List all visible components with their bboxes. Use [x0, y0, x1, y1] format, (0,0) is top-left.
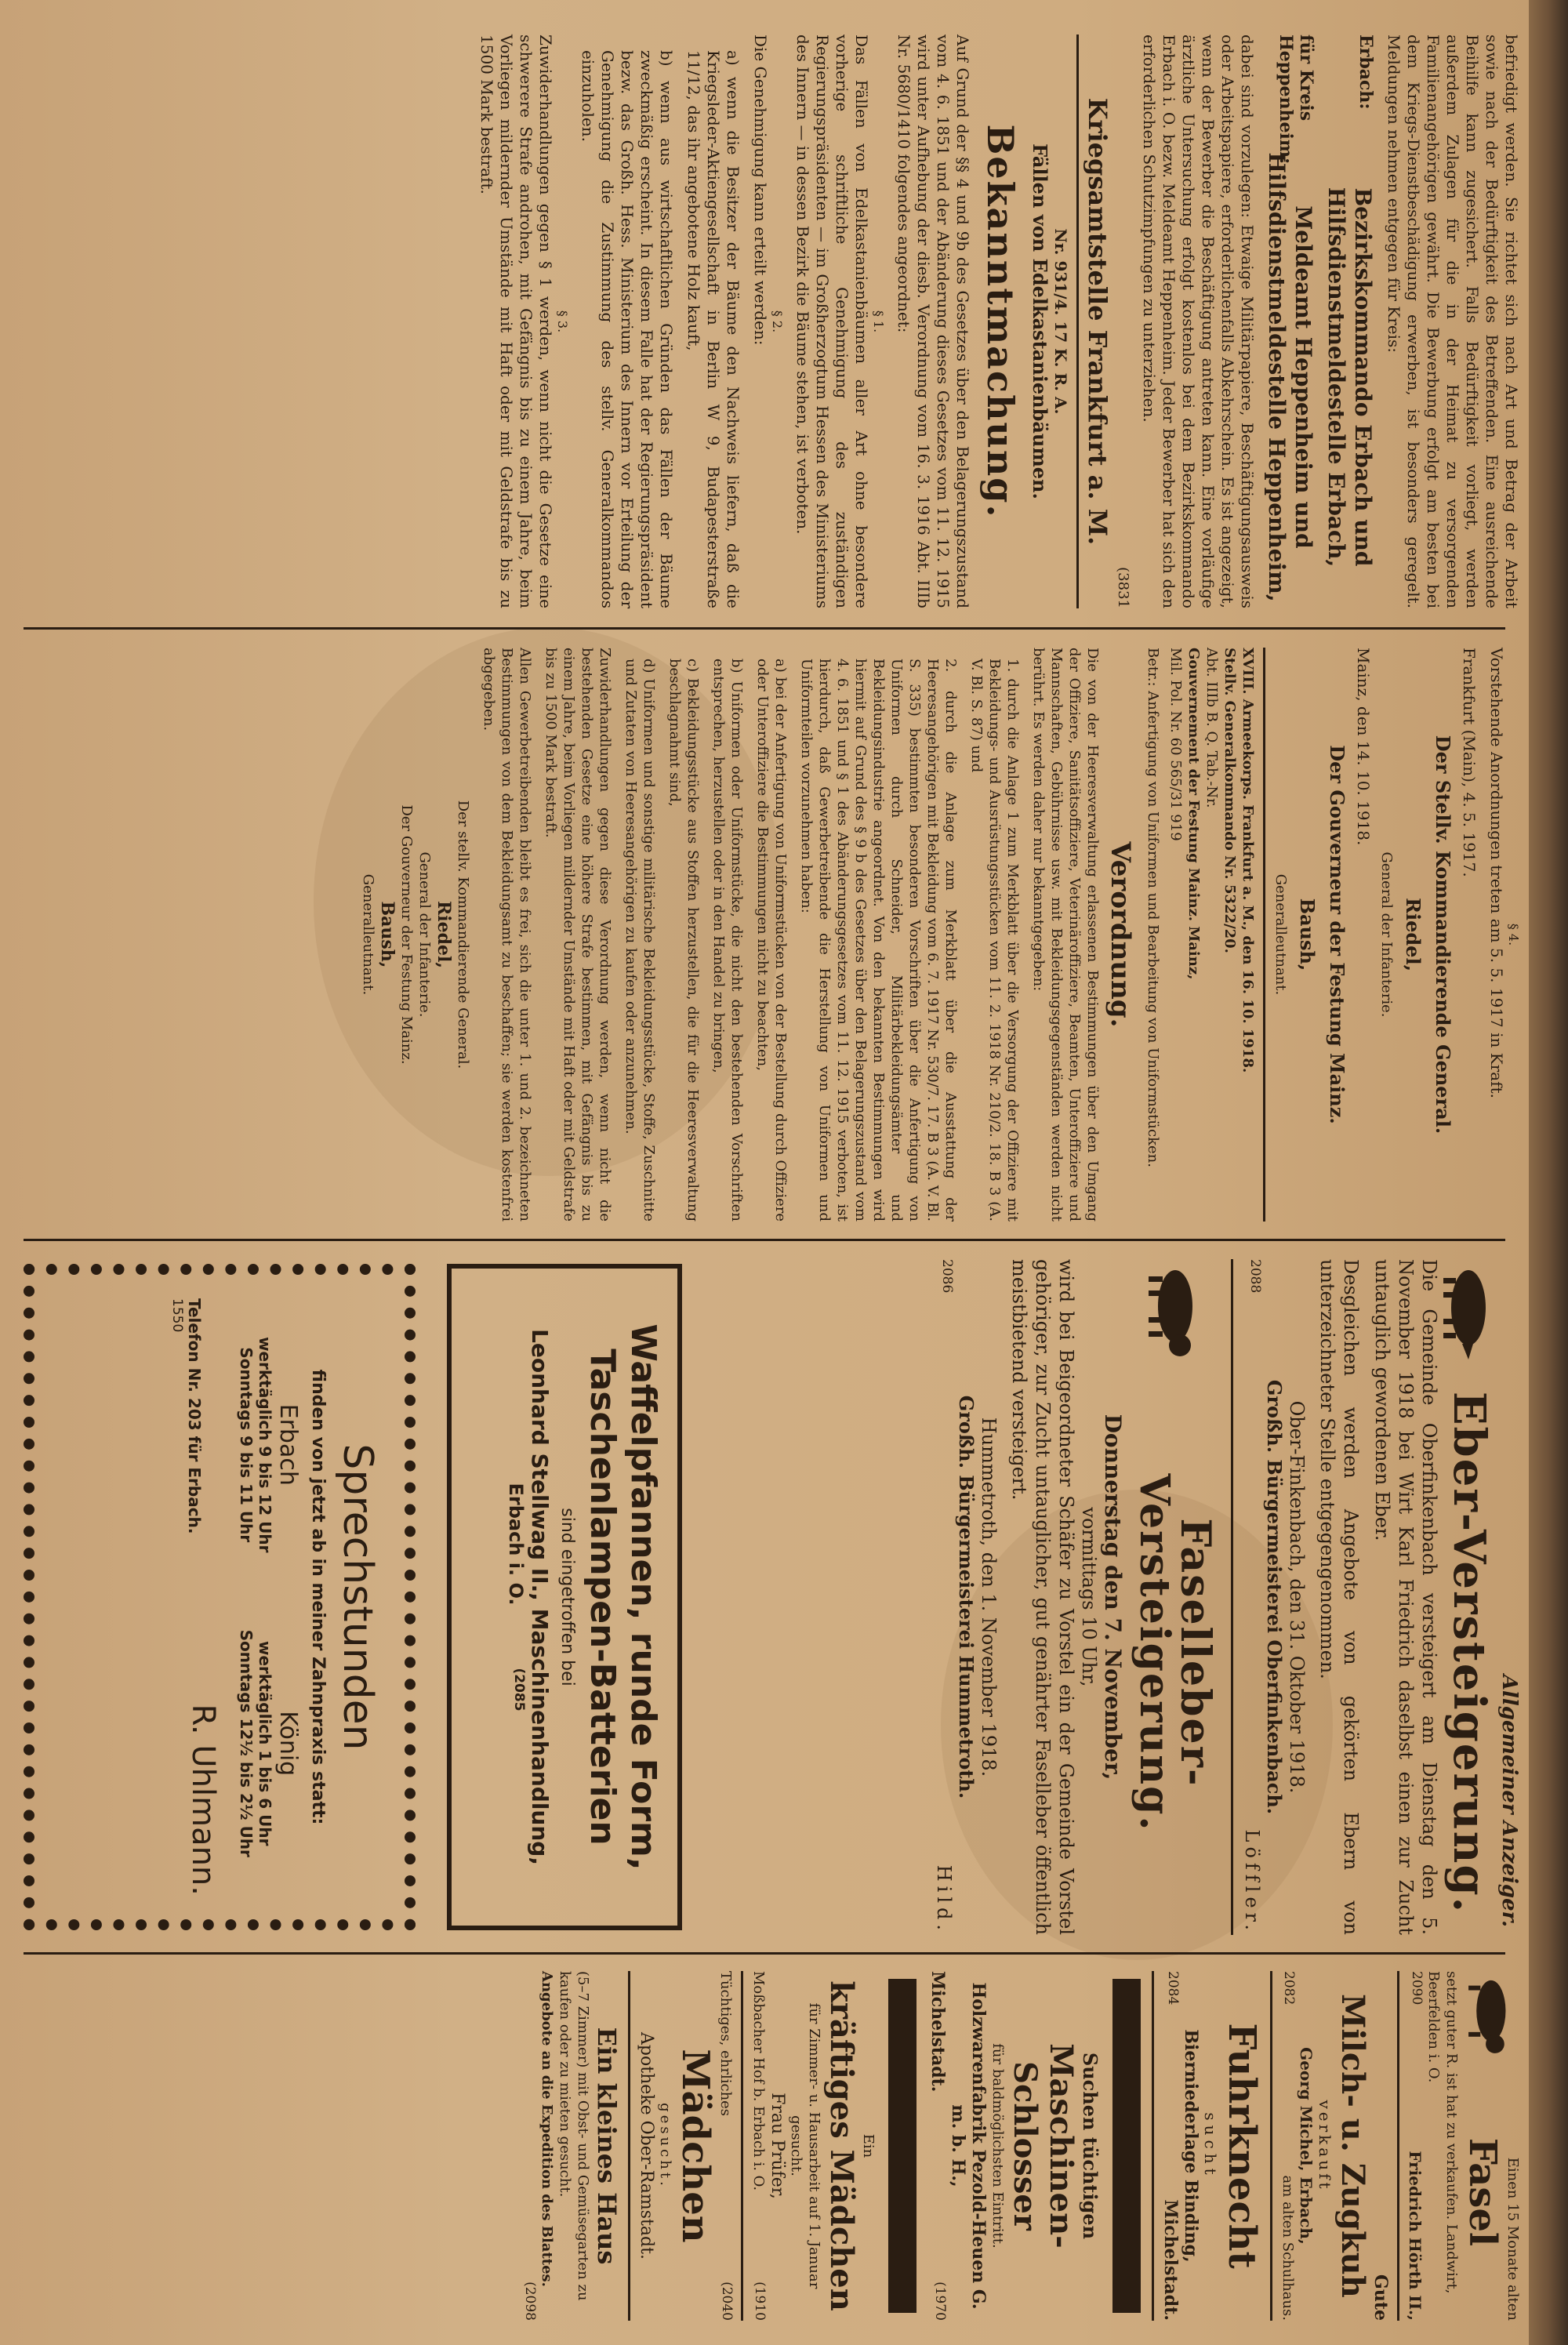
- separator: [1231, 1259, 1233, 1935]
- column-left: [0, 24, 1529, 619]
- ordinance-item: a) bei der Anfertigung von Uniformstücken von der Bestellung durch Offiziere oder Unteroffiziere die Bestimmungen nicht zu beachten,: [754, 659, 789, 1222]
- ad-title: Mädchen: [673, 2049, 717, 2243]
- ad-name: Löffler.: [1241, 1829, 1263, 1935]
- section-header: Allgemeiner Anzeiger.: [1497, 1674, 1521, 1927]
- ad-text: sind eingetroffen bei: [557, 1508, 577, 1686]
- separator: [1076, 34, 1079, 608]
- ad-footer: [750, 1971, 768, 2321]
- ad-title: Taschenlampen-Batterien: [583, 1349, 622, 1846]
- intro-text: befriedigt werden. Sie richtet sich nach Art und Betrag der Arbeit sowie nach der Bedürftigkeit des Betreffenden. Eine ausreichende Beihilfe kann zugesichert. Falls Bedürftigkeit vorliegt, werden außerdem Zulagen für die in der Heimat zu versorgenden Familienangehörigen gewährt. Die Bewerbung erfolgt am besten bei dem Kriegs-Dienstbeschädigung erwerben, ist besonders geregelt. Meldungen nehmen entgegen für Kreis:: [1385, 34, 1521, 608]
- separator: [1152, 1971, 1154, 2321]
- ad-number: 2084: [1165, 1971, 1181, 2006]
- ad-footer: [1406, 1971, 1425, 2321]
- ad-number: 2088: [1247, 1259, 1263, 1294]
- reference-line: Abt. IIIb B. Q. Tab.-Nr.: [1203, 648, 1220, 808]
- section-1-text: Das Fällen von Edelkastanienbäumen aller Art ohne besondere vorherige schriftliche Genehmigung des zuständigen Regierungspräsidenten — im Großherzogtum Hessen des Ministeriums des Innern — in dessen Bezirk die Bäume stehen, ist verboten.: [793, 34, 871, 608]
- ad-text: gesucht.: [657, 2103, 673, 2189]
- ad-fasel: [1461, 1971, 1521, 2321]
- section-3-text: Zuwiderhandlungen gegen § 1 werden, wenn nicht die Gesetze eine schwerere Strafe androhen, mit Gefängnis bis zu einem Jahre, beim Vorliegen mildernder Umstände mit Haft oder mit Geldstrafe bis zu 1500 Mark bestraft.: [477, 34, 555, 608]
- heppenheim-label: für Kreis Heppenheim:: [1276, 34, 1316, 165]
- decorative-bar: [1112, 1979, 1141, 2313]
- ad-title: kräftiges Mädchen: [823, 1980, 860, 2311]
- ad-signature: Großh. Bürgermeisterei Oberfinkenbach.: [1263, 1379, 1286, 1815]
- section-1: § 1.: [871, 310, 886, 333]
- signature-name: Riedel,: [434, 900, 454, 969]
- book-spine: [1529, 0, 1568, 2345]
- ad-number: 2090: [1409, 1971, 1425, 2006]
- ad-number: (1970: [932, 2281, 948, 2321]
- signature-name: Baush,: [377, 901, 397, 968]
- ad-place: Michelstadt.: [927, 1971, 948, 2093]
- ad-name: Georg Michel, Erbach,: [1297, 2047, 1316, 2245]
- signature-role: Der Gouverneur der Festung Mainz.: [1326, 745, 1348, 1124]
- notice-title: Bekanntmachung.: [979, 124, 1022, 519]
- signature-name: Riedel,: [1402, 898, 1425, 971]
- erbach-office: Bezirkskommando Erbach und Hilfsdienstmeldestelle Erbach,: [1323, 187, 1376, 568]
- ad-title: Ein kleines Haus: [592, 2027, 622, 2265]
- ad-title: Waffelpfannen, runde Form,: [623, 1323, 663, 1871]
- requirements-text: dabei sind vorzulegen: Etwaige Militärpapiere, Beschäftigungsausweis oder Arbeitspapiere, erforderlichenfalls Abkehrschein. Es ist angezeigt, wenn der Bewerber die Beschäftigung antreten kann. Eine vorläufige ärztliche Untersuchung erfolgt kostenlos bei dem Bezirkskommando Erbach i. O. bezw. Meldeamt Heppenheim. Jeder Bewerber hat sich den erforderlichen Schutzimpfungen zu unterziehen.: [1140, 34, 1257, 608]
- bull-icon: [1464, 1971, 1519, 2057]
- place-date: Frankfurt (Main), 4. 5. 1917.: [1460, 648, 1479, 877]
- notice-subtitle: Fällen von Edelkastanienbäumen.: [1029, 143, 1051, 499]
- ordinance-title: Verordnung.: [1105, 841, 1136, 1028]
- signature-rank: Generalleutnant.: [1272, 873, 1289, 996]
- hours-table: [237, 1298, 302, 1896]
- ad-text: (5–7 Zimmer) mit Obst- und Gemüsegarten zu kaufen oder zu mieten gesucht.: [557, 1971, 591, 2301]
- ordinance-item: 1. durch die Anlage 1 zum Merkblatt über die Versorgung der Offiziere mit Bekleidungs- und Ausrüstungsstücken vom 11. 2. 1918 Nr. 210/2. 18. B 3 (A. V. Bl. S. 87) und: [968, 659, 1021, 1222]
- location: Erbach: [274, 1403, 302, 1486]
- ad-footer: [927, 1971, 948, 2321]
- hours: Sonntags 9 bis 11 Uhr: [237, 1347, 256, 1543]
- reference-line: XVIII. Armeekorps. Frankfurt a. M., den 16. 10. 1918.: [1240, 648, 1256, 1073]
- section-2-item-a: a) wenn die Besitzer der Bäume den Nachweis liefern, daß die Kriegsleder-Aktiengesellschaft in Berlin W 9, Budapesterstraße 11/12, das ihr angebotene Holz kauft,: [684, 50, 742, 608]
- bull-icon: [1147, 1259, 1202, 1361]
- ad-text: Die Gemeinde Oberfinkenbach versteigert am Dienstag den 5. November 1918 bei Wirt Karl Friedrich daselbst einen zur Zucht untauglich gewordenen Eber.: [1371, 1259, 1440, 1935]
- ad-text: sucht: [1201, 2112, 1220, 2180]
- ordinance-intro: Die von der Heeresverwaltung erlassenen Bestimmungen über den Umgang der Offiziere, Sanitätsoffiziere, Veterinäroffiziere, Beamten, Unteroffiziere und Mannschaften, Gebührnisse usw. mit Bekleidungsgegenständen werden nicht berührt. Es werden daher nur bekanntgegeben:: [1030, 648, 1101, 1222]
- ad-title: Faselleber-Versteigerung.: [1131, 1473, 1219, 1832]
- ad-text: setzt guter R. ist hat zu verkaufen. Landwirt, Beerfelden i. O.: [1425, 1971, 1460, 2294]
- ad-name: Leonhard Stellwag II., Maschinenhandlung,: [527, 1329, 553, 1865]
- ad-number: (2098: [522, 2281, 538, 2321]
- ad-pre: Einen 15 Monate alten: [1504, 2157, 1521, 2321]
- ad-number: (2085: [511, 1668, 527, 1712]
- reference-line: Mil. Pol. Nr. 60 565/31 919: [1167, 648, 1184, 841]
- section-4: § 4.: [1506, 923, 1521, 946]
- separator: [741, 1971, 743, 2321]
- ad-number: 2082: [1281, 1971, 1297, 2006]
- section-2-text: Die Genehmigung kann erteilt werden:: [751, 34, 770, 346]
- signature-rank: General der Infanterie.: [1378, 851, 1395, 1018]
- ad-number: (3831: [1115, 567, 1131, 608]
- column-rule: [24, 1952, 1505, 1955]
- ad-footer: [505, 1287, 527, 1907]
- ad-title: Eber-Versteigerung.: [1443, 1391, 1495, 1915]
- ad-sprechstunden: [24, 1264, 416, 1930]
- ad-text: für Zimmer- u. Hausarbeit auf 1. Januar gesucht.: [788, 2002, 822, 2289]
- ad-pre: Suchen tüchtigen: [1079, 2052, 1102, 2240]
- ad-header: [717, 1971, 735, 2321]
- ad-text: finden von jetzt ab in meiner Zahnpraxis statt:: [308, 1369, 328, 1825]
- ad-waffelpfannen: [447, 1264, 682, 1930]
- separator: [1397, 1971, 1399, 2321]
- ad-pre: Gute: [1370, 2274, 1391, 2321]
- ad-name: Apotheke Ober-Ramstadt.: [637, 2032, 656, 2260]
- ad-number: 1550: [169, 1298, 185, 1333]
- meldestelle-heppenheim: [1263, 34, 1316, 608]
- erbach-label: Erbach:: [1356, 34, 1376, 110]
- ad-place: Michelstadt.: [1160, 2199, 1181, 2321]
- ad-place: Erbach i. O.: [505, 1483, 527, 1606]
- signature-role: Der stellv. Kommandierende General.: [455, 800, 471, 1069]
- reference-line: Gouvernement der Festung Mainz. Mainz,: [1185, 648, 1202, 980]
- ad-text: wird bei Beigeordneter Schäfer zu Vorstel ein der Gemeinde Vorstel gehöriger, zur Zucht untauglicher, gut genährter Faselleber öffentlich meistbietend versteigert.: [1008, 1259, 1077, 1935]
- signature-rank: General der Infanterie.: [416, 851, 433, 1018]
- ad-name: Hild.: [933, 1864, 955, 1935]
- separator: [1263, 648, 1265, 1222]
- ad-name: Frau Prüfer,: [768, 2093, 787, 2199]
- ad-name: Bierniederlage Binding,: [1181, 2029, 1201, 2263]
- ordinance-final: Allen Gewerbetreibenden bleibt es frei, sich die unter 1. und 2. bezeichneten Bestimmungen von dem Bekleidungsamt zu beschaffen; sie werden kostenfrei abgegeben.: [481, 648, 533, 1222]
- section-2: § 2.: [770, 310, 785, 333]
- column-middle: [0, 637, 1529, 1232]
- column-ads-main: [0, 1248, 1529, 1946]
- ad-text: für baldmöglichsten Eintritt.: [989, 2043, 1006, 2249]
- ad-footer: [933, 1259, 955, 1935]
- section-2-item-b: b) wenn aus wirtschaftlichen Gründen das Fällen der Bäume zweckmäßig erscheint. In diesem Falle hat der Regierungspräsident bezw. das Großh. Hess. Ministerium des Innern vor Erteilung der Genehmigung die Zustimmung des stellv. Generalkommandos einzuholen.: [579, 50, 676, 608]
- ad-text: Desgleichen werden Angebote von gekörten Ebern von unterzeichneter Stelle entgegengenommen.: [1316, 1259, 1362, 1935]
- column-rule: [24, 627, 1505, 630]
- notice-intro: Auf Grund der §§ 4 und 9b des Gesetzes über den Belagerungszustand vom 4. 6. 1851 und der Abänderung dieses Gesetzes vom 11. 12. 1915 wird unter Aufhebung der diesb. Verordnung vom 16. 3. 1916 Abt. IIIb Nr. 5680/1410 folgendes angeordnet:: [895, 34, 972, 608]
- ad-footer: [185, 1298, 221, 1896]
- ad-fasel-head: [1461, 2064, 1521, 2321]
- meldestelle-erbach: [1323, 34, 1376, 608]
- hours: Sonntags 12½ bis 2½ Uhr: [237, 1629, 256, 1857]
- hours: werktäglich 1 bis 6 Uhr: [256, 1641, 274, 1846]
- ad-text: verkauft: [1316, 2100, 1334, 2192]
- ad-footer: [1279, 1971, 1297, 2321]
- hours-erbach: [237, 1337, 302, 1552]
- separator: [1270, 1971, 1272, 2321]
- boar-icon: [1442, 1259, 1497, 1361]
- ordinance-penalty: Zuwiderhandlungen gegen diese Verordnung werden, wenn nicht die bestehenden Gesetze eine höhere Strafe bestimmen, mit Gefängnis bis zu einem Jahre, beim Vorliegen mildernder Umstände mit Haft oder mit Geldstrafe bis zu 1500 Mark bestraft.: [543, 648, 613, 1222]
- ad-footer: [1160, 1971, 1181, 2321]
- hours: werktäglich 9 bis 12 Uhr: [256, 1337, 274, 1553]
- ad-title: Fasel: [1461, 2137, 1504, 2247]
- signature-role: Der Gouverneur der Festung Mainz.: [398, 804, 415, 1065]
- ad-faselleber: [1126, 1259, 1223, 1935]
- reference-line: Stellv. Generalkommando Nr. 5322/20.: [1221, 648, 1238, 953]
- ad-footer: [1241, 1259, 1263, 1935]
- reference-number: Nr. 931/4. 17 K. R. A.: [1051, 228, 1070, 415]
- ad-place: Ober-Finkenbach, den 31. Oktober 1918.: [1286, 1400, 1308, 1794]
- ad-signature: Friedrich Hörth II.,: [1406, 2151, 1425, 2321]
- ad-text: Angebote an die Expedition des Blattes.: [539, 1971, 555, 2287]
- column-rule: [24, 1239, 1505, 1241]
- ad-number: 2086: [939, 1259, 955, 1294]
- place-date: Mainz, den 14. 10. 1918.: [1354, 648, 1373, 846]
- ad-pre: Tüchtiges, ehrliches: [717, 1971, 734, 2117]
- ad-place: Hummetroth, den 1. November 1918.: [978, 1417, 1000, 1777]
- ordinance-item: 2. durch die Anlage zum Merkblatt über die Ausstattung der Heeresangehörigen mit Bekleidung vom 6. 7. 1917 Nr. 530/7. 17. B 3 (A. V. Bl. S. 335) bestimmten besonderen Vorschriften über die Anfertigung von Uniformen durch Schneider, Militärbekleidungsämter und Bekleidungsindustrie angeordnet. Von den bekannten Bestimmungen wird hiermit auf Grund des § 9 b des Gesetzes über den Belagerungszustand vom 4. 6. 1851 und § 1 des Abänderungsgesetzes vom 11. 12. 1915 verboten, ist hierdurch, daß Gewerbetreibende die Herstellung von Uniformen und Uniformteilen vorzunehmen haben:: [798, 659, 959, 1222]
- ordinance-item: b) Uniformen oder Uniformstücke, die nicht den bestehenden Vorschriften entsprechen, herzustellen oder in den Handel zu bringen,: [710, 659, 745, 1222]
- decorative-bar: [888, 1979, 916, 2313]
- ad-pre: Ein: [860, 2133, 877, 2158]
- heppenheim-office: Meldeamt Heppenheim und Hilfsdienstmeldestelle Heppenheim,: [1264, 152, 1316, 602]
- ad-name: R. Uhlmann.: [185, 1704, 221, 1896]
- ad-eber: [1441, 1259, 1497, 1935]
- ad-title: Maschinen-Schlosser: [1007, 2043, 1080, 2249]
- signature-rank: Generalleutnant.: [360, 873, 376, 996]
- ad-place: Moßbacher Hof b. Erbach i. O.: [750, 1971, 767, 2191]
- betreff: Betr.: Anfertigung von Uniformen und Bearbeitung von Uniformstücken.: [1145, 648, 1161, 1167]
- signature-name: Baush,: [1296, 898, 1319, 971]
- ad-telefon: Telefon Nr. 203 für Erbach.: [185, 1298, 204, 1534]
- ad-title: Milch- u. Zugkuh: [1334, 1994, 1371, 2298]
- signature-role: Der Stellv. Kommandierende General.: [1432, 735, 1454, 1134]
- separator: [628, 1971, 630, 2321]
- column-ads-right: [0, 1962, 1529, 2330]
- section-3: § 3.: [555, 310, 570, 333]
- ordinance-item: d) Uniformen und sonstige militärische Bekleidungsstücke, Stoffe, Zuschnitte und Zutaten von Heeresangehörigen zu kaufen oder anzunehmen.: [622, 659, 657, 1222]
- ad-date: Donnerstag den 7. November,: [1100, 1414, 1126, 1781]
- ad-name: Holzwarenfabrik Pezold-Heuen G. m. b. H.,: [948, 1982, 989, 2310]
- location: König: [274, 1711, 302, 1777]
- ad-title: Fuhrknecht: [1220, 2023, 1264, 2269]
- ad-title: Sprechstunden: [334, 1443, 381, 1751]
- ad-time: vormittags 10 Uhr,: [1078, 1507, 1100, 1687]
- kriegsamt-signature: Kriegsamtstelle Frankfurt a. M.: [1083, 97, 1112, 546]
- ordinance-item: c) Bekleidungsstücke aus Stoffen herzustellen, die für die Heeresverwaltung beschlagnahmt sind,: [666, 659, 701, 1222]
- hours-koenig: [237, 1630, 302, 1857]
- ad-number: (1910: [752, 2281, 768, 2321]
- section-4-text: Vorstehende Anordnungen treten am 5. 5. 1917 in Kraft.: [1487, 648, 1506, 1098]
- ad-signature: Großh. Bürgermeisterei Hummetroth.: [955, 1395, 978, 1799]
- ad-number: (2040: [719, 2281, 735, 2321]
- ad-place: am alten Schulhaus.: [1279, 2175, 1296, 2321]
